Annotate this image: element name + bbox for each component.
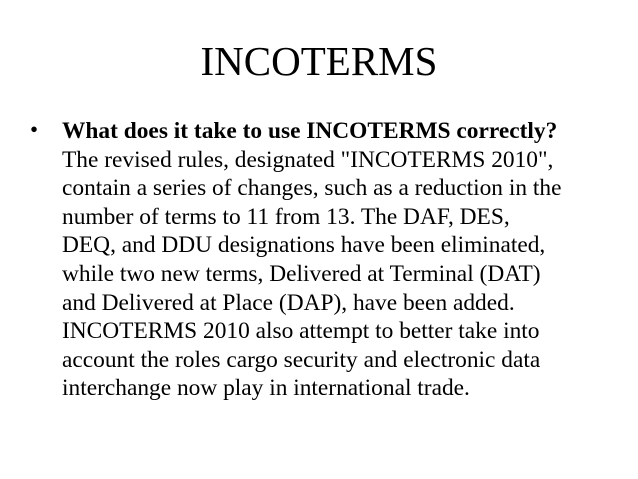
bullet-marker-icon: • — [30, 117, 39, 142]
bullet-body-line: account the roles cargo security and electronic data — [62, 346, 541, 373]
bullet-lead-question: What does it take to use INCOTERMS correctly? — [62, 118, 558, 144]
bullet-list — [30, 117, 605, 403]
slide-title: INCOTERMS — [200, 38, 438, 84]
bullet-body-line: DEQ, and DDU designations have been eliminated, — [62, 232, 546, 259]
bullet-body-line: interchange now play in international trade. — [62, 375, 470, 402]
bullet-body-line: and Delivered at Place (DAP), have been added. — [62, 289, 515, 316]
bullet-body-line: number of terms to 11 from 13. The DAF, DES, — [62, 203, 510, 230]
bullet-body-line: INCOTERMS 2010 also attempt to better take into — [62, 318, 540, 345]
bullet-item — [30, 117, 605, 403]
bullet-body-line: while two new terms, Delivered at Terminal (DAT) — [62, 260, 541, 287]
bullet-body-line: The revised rules, designated "INCOTERMS 2010", — [62, 146, 554, 173]
bullet-body-line: contain a series of changes, such as a reduction in the — [62, 175, 562, 202]
